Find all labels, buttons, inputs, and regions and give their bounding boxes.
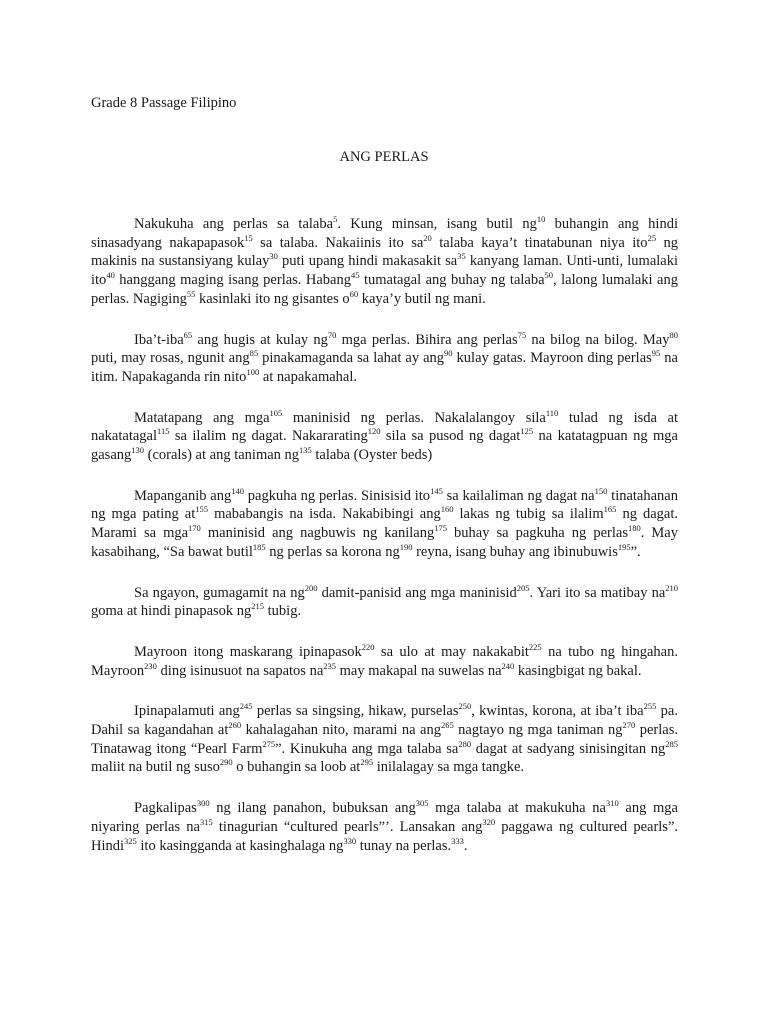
word-count-marker: 235 <box>323 660 337 671</box>
passage-text: ”. Kinukuha ang mga talaba sa <box>275 740 459 757</box>
word-count-marker: 145 <box>430 485 443 496</box>
passage-paragraph <box>91 409 678 465</box>
passage-text: at napakamahal. <box>259 368 358 385</box>
passage-text: ding isinusuot na sapatos na <box>156 662 324 679</box>
word-count-marker: 90 <box>444 348 453 359</box>
passage-text: Ipinapalamuti ang <box>134 703 240 720</box>
passage-text: ”. <box>630 543 641 560</box>
passage-text: inilalagay sa mga tangke. <box>373 759 525 776</box>
word-count-marker: 190 <box>399 541 413 552</box>
passage-text: pagkuha ng perlas. Sinisisid ito <box>243 487 431 504</box>
passage-text: . May kasabihang, “Sa bawat butil <box>91 525 678 560</box>
word-count-marker: 320 <box>482 816 496 827</box>
word-count-marker: 85 <box>249 348 259 359</box>
passage-text: ng dagat. Marami sa mga <box>91 506 678 542</box>
passage-text: puti, may rosas, ngunit ang <box>91 350 250 367</box>
passage-text: mga talaba at makukuha na <box>428 800 606 817</box>
passage-text: maliit na butil ng suso <box>91 759 220 776</box>
passage-text: Iba’t-iba <box>134 331 184 348</box>
passage-text: pinakamaganda sa lahat ay ang <box>258 350 445 367</box>
word-count-marker: 95 <box>651 348 661 359</box>
passage-text: perlas sa singsing, hikaw, purselas <box>252 703 459 720</box>
word-count-marker: 135 <box>299 445 312 456</box>
passage-text: buhay sa pagkuha ng perlas <box>446 525 628 542</box>
passage-text: kahalagahan nito, marami na ang <box>241 722 441 739</box>
word-count-marker: 210 <box>665 582 678 593</box>
word-count-marker: 200 <box>304 582 318 593</box>
passage-text: sila sa pusod ng dagat <box>380 428 521 445</box>
passage-text: ito kasingganda at kasinghalaga ng <box>136 837 344 854</box>
word-count-marker: 170 <box>188 523 201 534</box>
passage-text: , lalong lumalaki ang perlas. Nagiging <box>91 272 678 307</box>
word-count-marker: 275 <box>262 738 276 749</box>
word-count-marker: 285 <box>665 738 679 749</box>
word-count-marker: 140 <box>231 485 244 496</box>
word-count-marker: 20 <box>423 232 432 243</box>
word-count-marker: 305 <box>415 798 429 809</box>
word-count-marker: 185 <box>252 541 266 552</box>
word-count-marker: 315 <box>199 816 213 827</box>
word-count-marker: 150 <box>594 485 608 496</box>
word-count-marker: 10 <box>536 214 546 224</box>
word-count-marker: 195 <box>617 541 631 552</box>
word-count-marker: 30 <box>269 251 278 262</box>
passage-text: kasingbigat ng bakal. <box>514 662 642 679</box>
passage-text: kaya’y butil ng mani. <box>358 290 486 307</box>
passage-text: o buhangin sa loob at <box>232 759 361 776</box>
word-count-marker: 220 <box>361 641 375 652</box>
word-count-marker: 55 <box>186 288 196 299</box>
passage-text: , kwintas, korona, at iba’t iba <box>471 703 644 720</box>
word-count-marker: 100 <box>246 366 260 377</box>
word-count-marker: 260 <box>228 720 242 731</box>
passage-text: . Yari ito sa matibay na <box>529 584 666 601</box>
passage-text: na tubo ng hingahan. Mayroon <box>91 643 678 679</box>
word-count-marker: 295 <box>360 757 374 768</box>
passage-text: na bilog na bilog. May <box>526 331 670 348</box>
passage-paragraph <box>91 584 678 621</box>
word-count-marker: 245 <box>239 701 253 712</box>
word-count-marker: 110 <box>545 407 559 418</box>
word-count-marker: 105 <box>269 407 283 418</box>
passage-text: perlas. Tinatawag itong “Pearl Farm <box>91 722 678 757</box>
passage-text: . <box>463 837 468 854</box>
passage-text: ng perlas sa korona ng <box>265 543 400 560</box>
passage-paragraph <box>91 331 678 387</box>
word-count-marker: 120 <box>367 426 381 437</box>
word-count-marker: 180 <box>627 523 641 534</box>
passage-text: kasinlaki ito ng gisantes o <box>195 290 350 307</box>
word-count-marker: 5 <box>333 214 338 224</box>
word-count-marker: 333 <box>451 835 464 846</box>
passage-paragraph <box>91 799 678 855</box>
word-count-marker: 265 <box>440 720 454 731</box>
passage-text: goma at hindi pinapasok ng <box>91 603 252 620</box>
word-count-marker: 25 <box>647 232 657 243</box>
word-count-marker: 35 <box>457 251 466 262</box>
word-count-marker: 40 <box>106 270 115 281</box>
passage-text: sa ilalim ng dagat. Nakararating <box>169 428 368 445</box>
passage-text: lakas ng tubig sa ilalim <box>453 506 604 523</box>
passage-text: sa kailaliman ng dagat na <box>442 487 595 504</box>
passage-text: maninisid ng perlas. Nakalalangoy sila <box>282 409 546 426</box>
passage-paragraph <box>91 487 678 562</box>
passage-text: . Kung minsan, isang butil ng <box>337 216 537 232</box>
word-count-marker: 15 <box>244 232 253 243</box>
passage-text: tinagurian “cultured pearls”’. Lansakan ang <box>212 818 483 835</box>
word-count-marker: 290 <box>219 757 233 768</box>
word-count-marker: 75 <box>517 329 527 340</box>
word-count-marker: 330 <box>343 835 357 846</box>
passage-text: maninisid ang nagbuwis ng kanilang <box>200 525 435 542</box>
passage-text: reyna, isang buhay ang ibinubuwis <box>412 543 618 560</box>
passage-text: sa talaba. Nakaiinis ito sa <box>252 234 424 251</box>
word-count-marker: 115 <box>157 426 170 437</box>
passage-text: tunay na perlas. <box>356 837 452 854</box>
word-count-marker: 270 <box>622 720 636 731</box>
document-title: ANG PERLAS <box>339 149 429 165</box>
passage-text: talaba kaya’t tinatabunan niya ito <box>431 234 648 251</box>
passage-text: tulad ng isda at nakatatagal <box>91 409 678 445</box>
passage-text: Pagkalipas <box>134 800 197 817</box>
passage-text: buhangin ang hindi sinasadyang nakapapasok <box>91 216 678 251</box>
word-count-marker: 80 <box>669 329 678 340</box>
passage-paragraph <box>91 215 678 309</box>
passage-text: mga perlas. Bihira ang perlas <box>336 331 518 348</box>
word-count-marker: 160 <box>440 504 454 515</box>
word-count-marker: 70 <box>327 329 337 340</box>
word-count-marker: 310 <box>605 798 619 809</box>
word-count-marker: 325 <box>124 835 137 846</box>
passage-text: ng ilang panahon, bubuksan ang <box>209 800 416 817</box>
word-count-marker: 255 <box>643 701 657 712</box>
word-count-marker: 240 <box>501 660 515 671</box>
passage-text: Nakukuha ang perlas sa talaba <box>134 216 334 232</box>
passage-text: talaba (Oyster beds) <box>311 447 433 464</box>
word-count-marker: 155 <box>195 504 209 515</box>
passage-text: na katatagpuan ng mga gasang <box>91 428 678 464</box>
passage-text: tumatagal ang buhay ng talaba <box>359 272 545 289</box>
passage-text: Mayroon itong maskarang ipinapasok <box>134 643 362 660</box>
passage-text: nagtayo ng mga taniman ng <box>453 722 623 739</box>
word-count-marker: 175 <box>434 523 447 534</box>
passage-paragraph <box>91 702 678 777</box>
word-count-marker: 215 <box>251 601 265 612</box>
word-count-marker: 250 <box>458 701 472 712</box>
passage-text: may makapal na suwelas na <box>336 662 502 679</box>
passage-body <box>91 215 678 877</box>
word-count-marker: 230 <box>144 660 157 671</box>
passage-text: na itim. Napakaganda rin nito <box>91 350 678 385</box>
word-count-marker: 165 <box>603 504 617 515</box>
word-count-marker: 60 <box>349 288 359 299</box>
passage-text: mababangis na isda. Nakabibingi ang <box>208 506 441 523</box>
passage-text: hanggang maging isang perlas. Habang <box>114 272 351 289</box>
passage-text: tinatahanan ng mga pating at <box>91 487 678 523</box>
passage-text: ang hugis at kulay ng <box>192 331 328 348</box>
passage-text: Matatapang ang mga <box>134 409 270 426</box>
word-count-marker: 50 <box>544 270 554 281</box>
word-count-marker: 125 <box>520 426 534 437</box>
word-count-marker: 300 <box>196 798 210 809</box>
word-count-marker: 65 <box>183 329 193 340</box>
passage-text: sa ulo at may nakakabit <box>374 643 529 660</box>
passage-text: (corals) at ang taniman ng <box>144 447 300 464</box>
passage-text: ang mga niyaring perlas na <box>91 800 678 835</box>
word-count-marker: 280 <box>458 738 472 749</box>
grade-label: Grade 8 Passage Filipino <box>91 95 237 111</box>
word-count-marker: 45 <box>351 270 360 281</box>
passage-text: Mapanganib ang <box>134 487 232 504</box>
passage-text: ng makinis na sustansiyang kulay <box>91 234 679 270</box>
word-count-marker: 130 <box>131 445 145 456</box>
passage-text: dagat at sadyang sinisingitan ng <box>471 740 666 757</box>
passage-text: tubig. <box>264 603 302 620</box>
word-count-marker: 225 <box>528 641 542 652</box>
passage-paragraph <box>91 643 678 680</box>
passage-text: kanyang laman. Unti-unti, lumalaki ito <box>91 253 679 289</box>
word-count-marker: 205 <box>516 582 530 593</box>
passage-text: paggawa ng cultured pearls”. Hindi <box>91 818 679 854</box>
passage-text: pa. Dahil sa kagandahan at <box>91 703 678 739</box>
passage-text: puti upang hindi makasakit sa <box>277 253 458 270</box>
passage-text: kulay gatas. Mayroon ding perlas <box>452 350 652 367</box>
passage-text: damit-panisid ang mga maninisid <box>317 584 517 601</box>
passage-text: Sa ngayon, gumagamit na ng <box>134 584 305 601</box>
